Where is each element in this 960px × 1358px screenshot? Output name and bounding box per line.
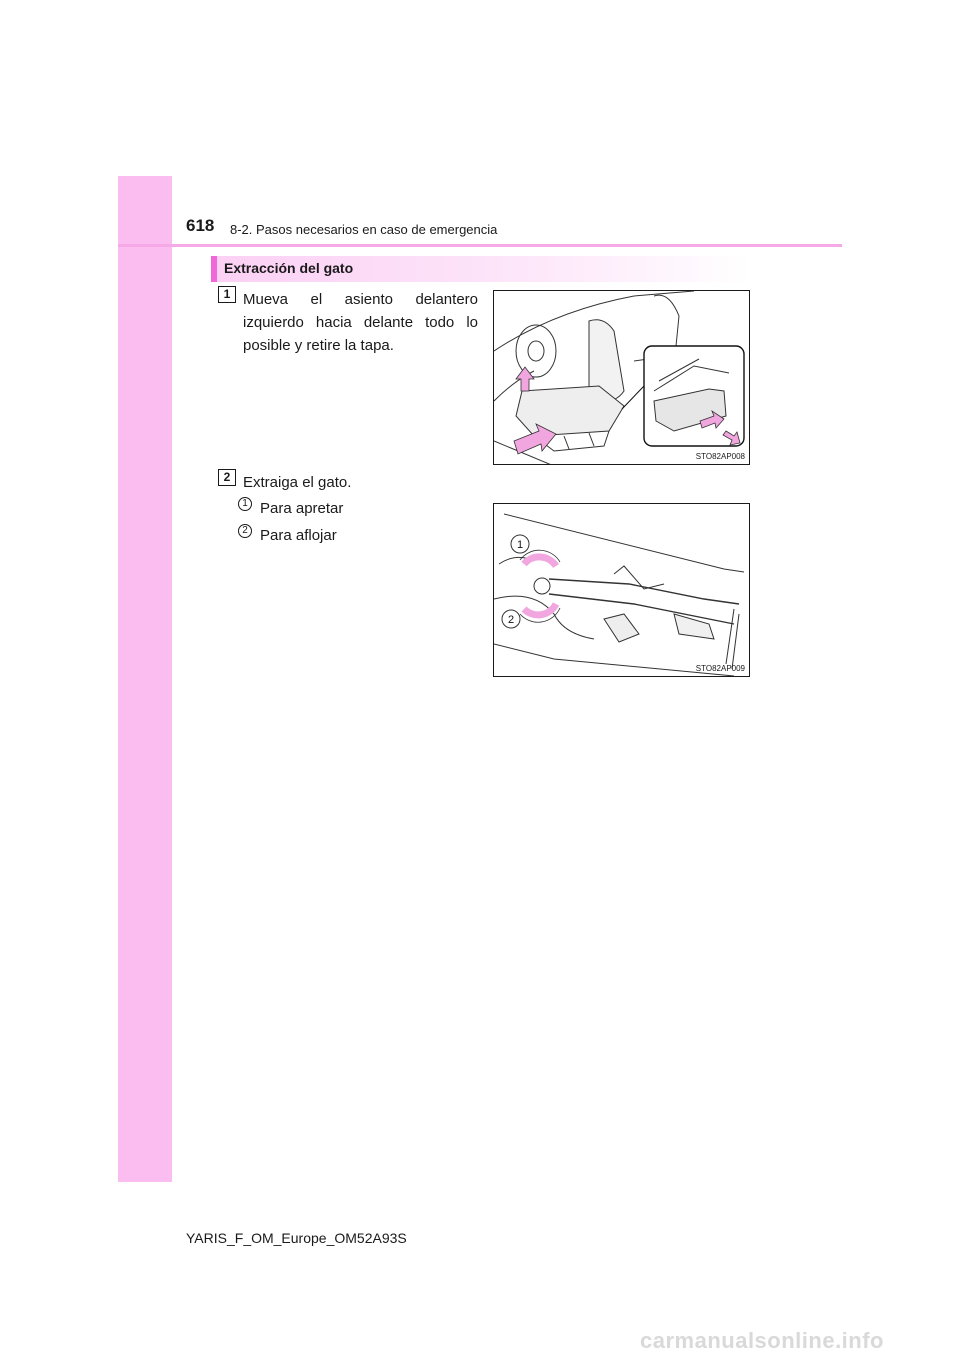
header-divider — [118, 244, 842, 247]
document-id-footer: YARIS_F_OM_Europe_OM52A93S — [186, 1230, 407, 1246]
watermark: carmanualsonline.info — [640, 1328, 884, 1353]
figure-code: STO82AP008 — [695, 452, 745, 461]
callout-2: 2 — [507, 614, 515, 626]
figure-seat-and-cover — [493, 290, 750, 465]
section-title: Extracción del gato — [224, 260, 354, 276]
section-accent — [211, 256, 217, 282]
step-2-badge: 2 — [218, 469, 236, 486]
chapter-title: 8-2. Pasos necesarios en caso de emergencia — [230, 222, 498, 237]
subitem-2-label: Para aflojar — [260, 527, 337, 544]
figure-jack-removal — [493, 503, 750, 677]
callout-1: 1 — [516, 539, 524, 551]
subitem-2-number: 2 — [238, 524, 252, 538]
step-2-text: Extraiga el gato. — [243, 474, 352, 491]
page-number: 618 — [186, 216, 215, 235]
step-1-text: Mueva el asiento delantero izquierdo hacia delante todo lo posible y retire la tapa. — [243, 291, 478, 354]
subitem-1-label: Para apretar — [260, 500, 344, 517]
seat-illustration — [494, 291, 750, 465]
figure-code: STO82AP009 — [695, 664, 745, 673]
jack-illustration — [494, 504, 750, 677]
subitem-1-number: 1 — [238, 497, 252, 511]
section-heading-bar — [211, 256, 750, 282]
side-tab-band — [118, 176, 172, 1182]
step-1-badge: 1 — [218, 286, 236, 303]
